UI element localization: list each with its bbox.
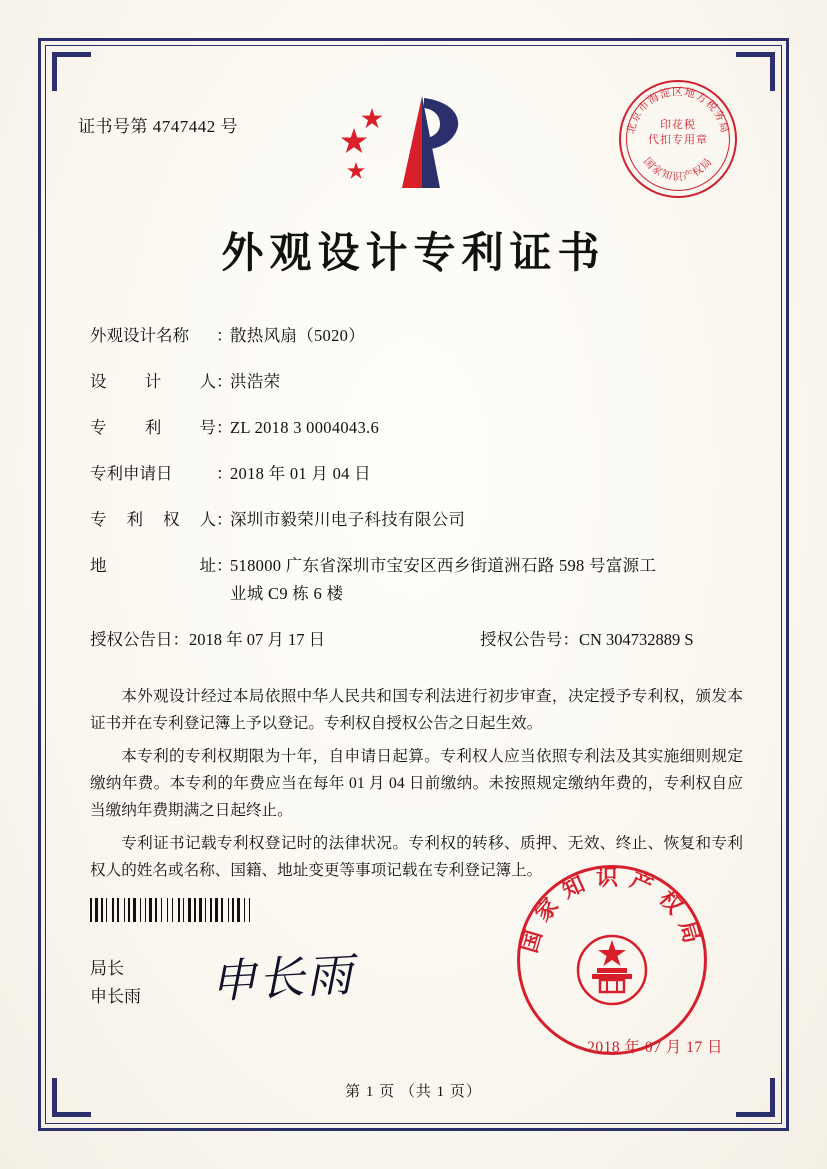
certificate-number: 证书号第 4747442 号 — [78, 117, 238, 136]
field-label-design-name: 外观设计名称 — [90, 326, 189, 345]
field-label-patent-number-part-2: 利 — [144, 418, 162, 437]
grant-date-group — [90, 629, 480, 651]
field-value-address — [230, 555, 747, 605]
field-row-address — [90, 555, 747, 605]
tax-stamp-center — [619, 118, 737, 148]
field-label-designer-part-2: 计 — [144, 372, 162, 391]
handwritten-signature: 申长雨 — [208, 947, 356, 1009]
field-colon-address: ： — [216, 556, 233, 575]
legal-paragraphs — [90, 683, 743, 890]
signature-name: 申长雨 — [90, 987, 141, 1006]
field-label-patentee-part-1: 专 — [90, 510, 107, 529]
certificate-content — [60, 60, 767, 1109]
field-colon-application-date: ： — [216, 464, 233, 483]
field-colon-design-name: ： — [216, 326, 233, 345]
field-value-application-date: 2018 年 01 月 04 日 — [230, 464, 371, 483]
field-value-design-name: 散热风扇（5020） — [230, 326, 365, 345]
field-row-design-name — [90, 325, 747, 347]
page-title: 外观设计专利证书 — [221, 228, 606, 277]
field-label-designer — [90, 371, 216, 393]
svg-text:国家知识产权局 — [641, 155, 715, 182]
field-label-grant-number: 授权公告号 — [480, 630, 563, 649]
barcode — [90, 898, 326, 922]
field-row-grant — [90, 629, 747, 651]
grant-publication-number-group — [480, 629, 747, 651]
field-row-application-date — [90, 463, 747, 485]
signature-title: 局长 — [90, 959, 124, 978]
field-label-application-date: 专利申请日 — [90, 464, 173, 483]
field-row-patentee — [90, 509, 747, 531]
field-label-patent-number — [90, 417, 216, 439]
field-value-patentee: 深圳市毅荣川电子科技有限公司 — [230, 510, 466, 529]
field-label-patentee-part-4: 人 — [199, 510, 216, 529]
field-row-designer — [90, 371, 747, 393]
field-colon-designer: ： — [216, 372, 233, 391]
field-value-patent-number: ZL 2018 3 0004043.6 — [230, 418, 379, 437]
field-label-patent-number-part-1: 专 — [90, 418, 107, 437]
tax-stamp-line-1: 印花税 — [660, 119, 696, 131]
legal-paragraph-2: 本专利的专利权期限为十年，自申请日起算。专利权人应当依照专利法及其实施细则规定缴纳年费。本专利的年费应当在每年 01 月 04 日前缴纳。未按照规定缴纳年费的，专利权自应当缴纳年费期满之日起终止。 — [90, 748, 743, 819]
patent-office-emblem-icon — [334, 88, 494, 198]
field-value-address-line-1: 518000 广东省深圳市宝安区西乡街道洲石路 598 号富源工 — [230, 556, 657, 575]
field-colon-patentee: ： — [216, 510, 233, 529]
field-label-grant-date: 授权公告日 — [90, 630, 173, 649]
page-footer: 第 1 页 （共 1 页） — [345, 1084, 482, 1100]
field-label-patentee-part-3: 权 — [163, 510, 180, 529]
tax-stamp-arc-bottom: 国家知识产权局 — [640, 156, 716, 183]
field-label-patentee-part-2: 利 — [126, 510, 143, 529]
field-value-address-line-2: 业城 C9 栋 6 楼 — [230, 584, 344, 603]
legal-paragraph-3: 专利证书记载专利权登记时的法律状况。专利权的转移、质押、无效、终止、恢复和专利权人的姓名或名称、国籍、地址变更等事项记载在专利登记簿上。 — [90, 835, 743, 879]
field-label-designer-part-3: 人 — [199, 372, 216, 391]
official-seal-arc-text: 国家知识产权局 — [517, 865, 707, 956]
field-label-address-part-2: 址 — [199, 556, 216, 575]
tax-stamp-arc-top: 北京市海淀区地方税务局 — [626, 87, 730, 136]
field-row-patent-number — [90, 417, 747, 439]
field-label-designer-part-1: 设 — [90, 372, 107, 391]
official-seal-ring — [517, 865, 707, 1055]
field-value-designer: 洪浩荣 — [230, 372, 281, 391]
field-label-patent-number-part-3: 号 — [199, 418, 216, 437]
field-colon-grant-number: ： — [562, 630, 579, 649]
field-value-grant-date: 2018 年 07 月 17 日 — [189, 630, 326, 649]
field-colon-patent-number: ： — [216, 418, 233, 437]
seal-date: 2018 年 07 月 17 日 — [587, 1039, 723, 1056]
field-label-address-part-1: 地 — [90, 556, 107, 575]
field-colon-grant-date: ： — [172, 630, 189, 649]
field-list — [90, 325, 747, 661]
field-value-grant-number: CN 304732889 S — [579, 630, 694, 649]
tax-stamp-icon — [619, 80, 737, 198]
field-label-patentee — [90, 509, 216, 531]
tax-stamp-line-2: 代扣专用章 — [648, 134, 708, 146]
legal-paragraph-1: 本外观设计经过本局依照中华人民共和国专利法进行初步审查，决定授予专利权，颁发本证书并在专利登记簿上予以登记。专利权自授权公告之日起生效。 — [90, 688, 743, 732]
signature-block — [90, 955, 141, 1011]
official-seal-icon — [517, 865, 707, 1055]
field-label-address — [90, 555, 216, 577]
